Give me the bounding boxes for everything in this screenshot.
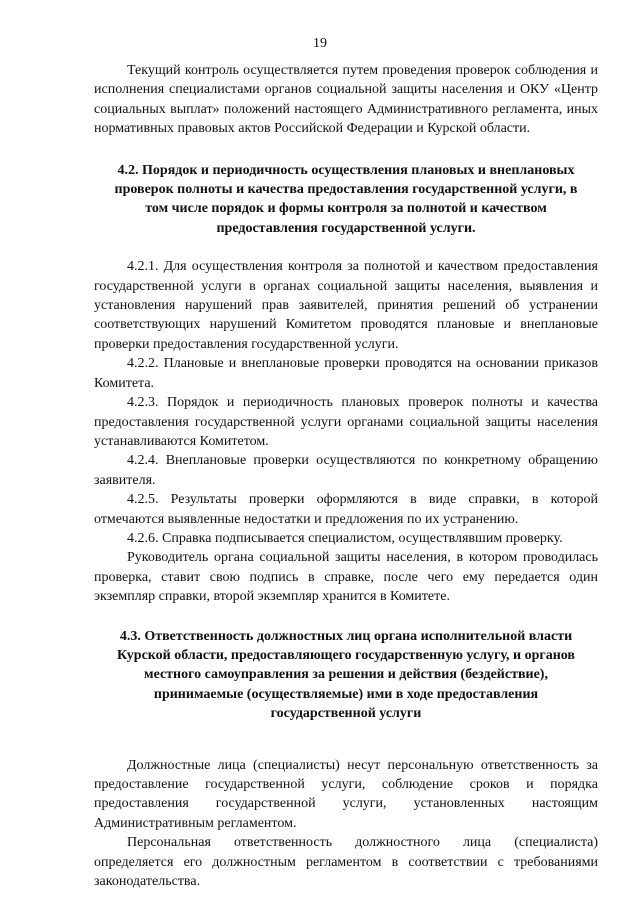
paragraph-4-3-2: Персональная ответственность должностного лица (специалиста) определяется его должностным регламентом в соответствии с требованиями законодательства. xyxy=(94,835,598,890)
paragraph-4-2-2: 4.2.2. Плановые и внеплановые проверки проводятся на основании приказов Комитета. xyxy=(94,356,598,391)
paragraph-4-2-6-continued: Руководитель органа социальной защиты населения, в котором проводилась проверка, ставит свою подпись в справке, после чего ему передается один экземпляр справки, второй экземпляр хранится в Комитете. xyxy=(94,550,598,605)
page-content xyxy=(94,61,598,891)
page-number: 19 xyxy=(313,36,327,51)
paragraph-4-2-6: 4.2.6. Справка подписывается специалистом, осуществлявшим проверку. xyxy=(127,530,563,546)
paragraph-4-2-4: 4.2.4. Внеплановые проверки осуществляются по конкретному обращению заявителя. xyxy=(94,453,598,488)
paragraph-4-2-1: 4.2.1. Для осуществления контроля за полнотой и качеством предоставления государственной услуги в органах социальной защиты населения, выявления и установления нарушений прав заявителей, принятия решений об устранении соответствующих нарушений Комитетом проводятся плановые и внеплановые проверки предоставления государственной услуги. xyxy=(94,259,598,352)
paragraph-4-3-1: Должностные лица (специалисты) несут персональную ответственность за предоставление государственной услуги, соблюдение сроков и порядка предоставления государственной услуги, установленных настоящим Административным регламентом. xyxy=(94,757,598,831)
section-4-3-heading: 4.3. Ответственность должностных лиц органа исполнительной власти Курской области, предоставляющего государственную услугу, и органов местного самоуправления за решения и действия (бездействие), принимаемые (осуществляемые) ими в ходе предоставления государственной услуги xyxy=(117,628,575,722)
section-4-2-heading: 4.2. Порядок и периодичность осуществления плановых и внеплановых проверок полноты и качества предоставления государственной услуги, в том числе порядок и формы контроля за полнотой и качеством предоставления государственной услуги. xyxy=(114,162,578,236)
intro-paragraph: Текущий контроль осуществляется путем проведения проверок соблюдения и исполнения специалистами органов социальной защиты населения и ОКУ «Центр социальных выплат» положений настоящего Административного регламента, иных нормативных правовых актов Российской Федерации и Курской области. xyxy=(94,63,598,137)
paragraph-4-2-3: 4.2.3. Порядок и периодичность плановых проверок полноты и качества предоставления государственной услуги органами социальной защиты населения устанавливаются Комитетом. xyxy=(94,395,598,449)
paragraph-4-2-5: 4.2.5. Результаты проверки оформляются в виде справки, в которой отмечаются выявленные недостатки и предложения по их устранению. xyxy=(94,492,598,527)
